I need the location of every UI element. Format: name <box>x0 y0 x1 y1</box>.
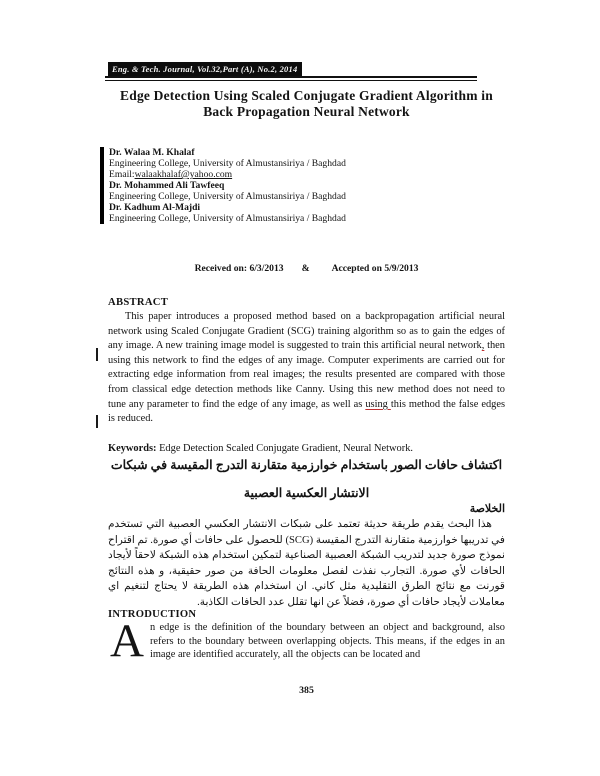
received-date: Received on: 6/3/2013 <box>194 263 284 274</box>
email-link[interactable]: walaakhalaf@yahoo.com <box>134 169 233 180</box>
abstract-edit-mark: , <box>481 340 485 352</box>
drop-cap: A <box>110 615 144 667</box>
header-rule <box>105 76 477 81</box>
margin-change-bar <box>96 348 98 361</box>
paper-title-line2: Back Propagation Neural Network <box>203 104 410 119</box>
abstract-paragraph <box>108 310 505 427</box>
introduction-text: n edge is the definition of the boundary between an object and background, also refers to the boundary between overlapping objects. This means, if the edges in an image are identified accurately, all the objects can be located and <box>149 622 505 661</box>
arabic-title-line2: الانتشار العكسية العصبية <box>243 486 370 500</box>
paper-title <box>108 88 505 120</box>
keywords-text: Edge Detection Scaled Conjugate Gradient, Neural Network. <box>156 443 413 454</box>
abstract-text: then using this network to find the edges of any image. Computer experiments are carried out for extracting edge information from real images; the results presented are compared with those from classical edge detection methods like Canny. Using this new method does not need to tune any parameter to find the edge of any image, as well as <box>108 340 505 410</box>
author-name: Dr. Walaa M. Khalaf <box>109 147 195 158</box>
author-email-line <box>109 169 500 180</box>
author-affiliation: Engineering College, University of Almustansiriya / Baghdad <box>109 213 346 224</box>
abstract-text: This paper introduces a proposed method based on a backpropagation artificial neural network using Scaled Conjugate Gradient (SCG) training algorithm so as to gain the edges of any image. A new training image model is suggested to train this artificial neural network <box>108 311 505 352</box>
page-number: 385 <box>299 685 314 696</box>
author-block <box>100 147 500 224</box>
arabic-title-line1: اكتشاف حافات الصور باستخدام خوارزمية متقارنة التدرج المقيسة في شبكات <box>110 458 503 472</box>
margin-change-bar <box>96 415 98 428</box>
keywords-label: Keywords: <box>108 443 157 454</box>
abstract-heading: ABSTRACT <box>108 297 169 308</box>
accepted-date: Accepted on 5/9/2013 <box>331 263 419 274</box>
abstract-edit-mark: using <box>365 398 391 410</box>
introduction-paragraph <box>108 615 505 667</box>
introduction-heading: INTRODUCTION <box>108 609 197 620</box>
author-affiliation: Engineering College, University of Almustansiriya / Baghdad <box>109 158 346 169</box>
author-name: Dr. Mohammed Ali Tawfeeq <box>109 180 225 191</box>
email-label: Email: <box>109 169 135 180</box>
arabic-title <box>108 451 505 507</box>
journal-header-banner: Eng. & Tech. Journal, Vol.32,Part (A), No.2, 2014 <box>108 62 302 76</box>
arabic-abstract-paragraph: هذا البحث يقدم طريقة حديثة تعتمد على شبكات الانتشار العكسي العصبية التي تستخدم في تدريبها خوارزمية متقارنة التدرج المقيسة (SCG) للحصول على حافات أي صورة. تم اقتراح نموذج صورة جديد لتدريب الشبكة العصبية الصناعية لتمكين استخدام هذه الشبكة لاحقاً لأيجاد الحافات لأي صورة. التجارب نفذت لفصل معلومات الحافة من صور حقيقية، و هذه النتائج قورنت مع نتائج الطرق التقليدية مثل كاني. ان استخدام هذه الطريقة لا يحتاج لتنغيم اي معاملات لأيجاد حافات أي صورة، فضلاً عن انها تقلل عدد الحافات الكاذبة. <box>108 519 505 608</box>
author-affiliation: Engineering College, University of Almustansiriya / Baghdad <box>109 191 346 202</box>
arabic-abstract-heading: الخلاصة <box>469 503 505 515</box>
author-name: Dr. Kadhum Al-Majdi <box>109 202 201 213</box>
dates-line <box>108 263 505 274</box>
paper-title-line1: Edge Detection Using Scaled Conjugate Gradient Algorithm in <box>120 88 493 103</box>
abstract-text: this method the false edges is reduced. <box>108 398 505 425</box>
dates-separator: & <box>301 263 310 274</box>
